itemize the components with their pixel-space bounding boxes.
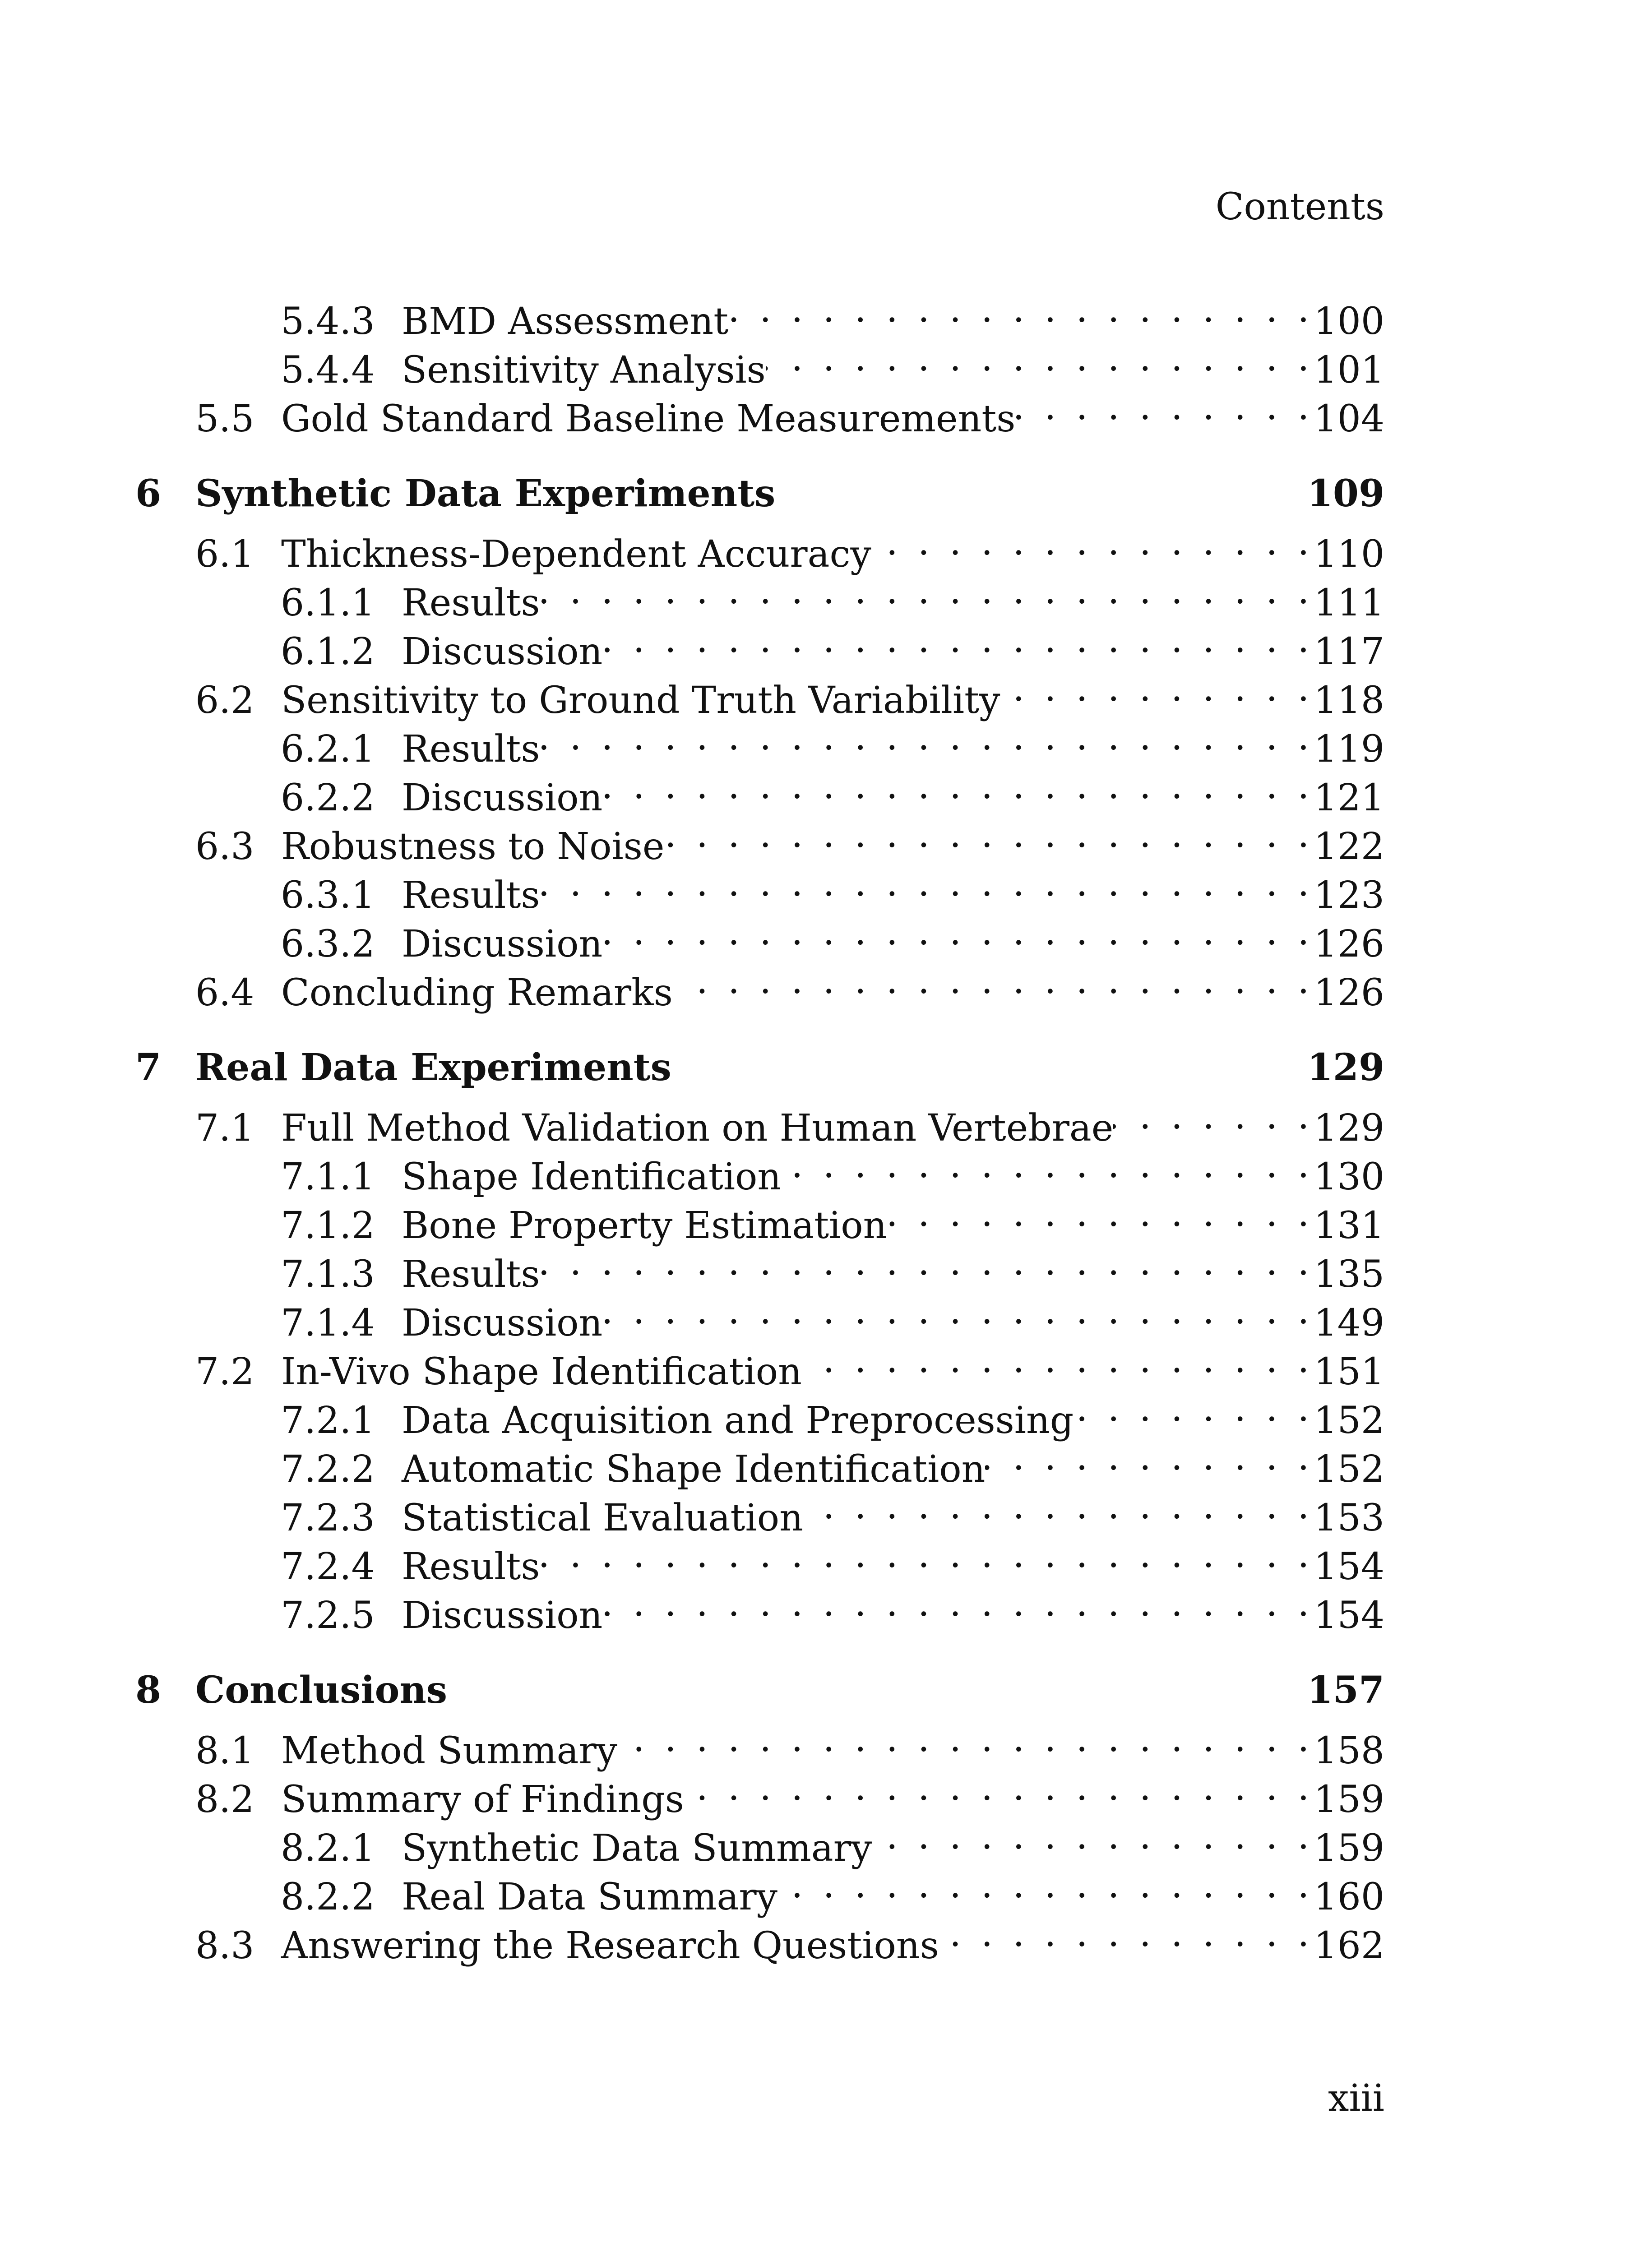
- dot-leader: [540, 1238, 1314, 1287]
- section-number: 6.4: [195, 971, 255, 1014]
- section-number: 6.3: [195, 825, 255, 868]
- section-page: 110: [1314, 533, 1384, 576]
- dot-leader: [540, 1530, 1314, 1579]
- toc-subsection[interactable]: [0, 1482, 1652, 1539]
- toc-entry-line: [195, 383, 1384, 444]
- section-page: 121: [1314, 777, 1384, 819]
- section-page: 152: [1314, 1399, 1384, 1442]
- section-number: 7.2.3: [281, 1497, 375, 1539]
- toc-subsection[interactable]: [0, 1579, 1652, 1637]
- section-title: Automatic Shape Identification: [402, 1448, 986, 1491]
- section-page: 101: [1314, 349, 1384, 392]
- section-page: 129: [1314, 1107, 1384, 1150]
- toc-section[interactable]: [0, 1763, 1652, 1821]
- toc-section[interactable]: [0, 664, 1652, 722]
- section-title: Discussion: [402, 777, 603, 819]
- toc-entry-line: [281, 1579, 1384, 1640]
- dot-leader: [939, 1909, 1314, 1958]
- chapter-title: Synthetic Data Experiments: [195, 472, 776, 515]
- toc-subsection[interactable]: [0, 615, 1652, 673]
- section-number: 5.4.4: [281, 349, 375, 392]
- section-title: Sensitivity Analysis: [402, 349, 766, 392]
- dot-leader: [684, 1763, 1314, 1812]
- section-title: Summary of Findings: [281, 1778, 684, 1821]
- section-page: 151: [1314, 1350, 1384, 1393]
- dot-leader: [728, 285, 1314, 334]
- section-page: 131: [1314, 1204, 1384, 1247]
- section-page: 158: [1314, 1729, 1384, 1772]
- section-title: Synthetic Data Summary: [402, 1827, 872, 1870]
- dot-leader: [1074, 1384, 1314, 1433]
- chapter-number: 6: [135, 472, 162, 515]
- section-page: 152: [1314, 1448, 1384, 1491]
- section-page: 111: [1314, 582, 1384, 624]
- section-number: 8.1: [195, 1729, 255, 1772]
- section-page: 100: [1314, 300, 1384, 343]
- section-page: 159: [1314, 1778, 1384, 1821]
- section-number: 5.5: [195, 398, 255, 440]
- section-number: 8.2.1: [281, 1827, 375, 1870]
- toc-subsection[interactable]: [0, 334, 1652, 392]
- section-number: 7.1.4: [281, 1302, 375, 1345]
- section-title: Discussion: [402, 923, 603, 966]
- section-title: Results: [402, 1253, 540, 1296]
- section-title: Thickness-Dependent Accuracy: [281, 533, 871, 576]
- section-number: 7.1.2: [281, 1204, 375, 1247]
- section-number: 7.2.4: [281, 1545, 375, 1588]
- section-title: Results: [402, 1545, 540, 1588]
- section-title: Data Acquisition and Preprocessing: [402, 1399, 1074, 1442]
- dot-leader: [781, 1141, 1314, 1189]
- dot-leader: [602, 615, 1314, 664]
- section-title: Robustness to Noise: [281, 825, 665, 868]
- running-head: Contents: [1215, 185, 1384, 228]
- toc-chapter[interactable]: [0, 1043, 1652, 1092]
- dot-leader: [871, 518, 1314, 567]
- section-title: Method Summary: [281, 1729, 618, 1772]
- dot-leader: [872, 1812, 1314, 1861]
- toc-section[interactable]: [0, 957, 1652, 1014]
- toc-entry-line: [195, 957, 1384, 1017]
- section-title: In-Vivo Shape Identification: [281, 1350, 802, 1393]
- section-title: Answering the Research Questions: [281, 1924, 939, 1967]
- page-number: xiii: [1328, 2077, 1384, 2120]
- toc-subsection[interactable]: [0, 1384, 1652, 1442]
- dot-leader: [985, 1433, 1314, 1482]
- section-page: 153: [1314, 1497, 1384, 1539]
- section-number: 6.2: [195, 679, 255, 722]
- section-title: Statistical Evaluation: [402, 1497, 803, 1539]
- dot-leader: [673, 957, 1314, 1005]
- toc-section[interactable]: [0, 1909, 1652, 1967]
- toc-entry-line: [195, 1909, 1384, 1970]
- section-page: 126: [1314, 971, 1384, 1014]
- section-page: 160: [1314, 1876, 1384, 1919]
- toc-section[interactable]: [0, 1336, 1652, 1393]
- toc-section[interactable]: [0, 1092, 1652, 1150]
- section-number: 6.1.1: [281, 582, 375, 624]
- chapter-title: Real Data Experiments: [195, 1046, 671, 1089]
- toc-section[interactable]: [0, 518, 1652, 576]
- dot-leader: [540, 713, 1314, 762]
- toc-subsection[interactable]: [0, 713, 1652, 771]
- section-number: 6.3.2: [281, 923, 375, 966]
- toc-subsection[interactable]: [0, 1812, 1652, 1870]
- section-title: Real Data Summary: [402, 1876, 777, 1919]
- section-title: Full Method Validation on Human Vertebrae: [281, 1107, 1114, 1150]
- section-number: 7.2.1: [281, 1399, 375, 1442]
- toc-subsection[interactable]: [0, 1861, 1652, 1919]
- dot-leader: [1015, 383, 1314, 431]
- toc-chapter[interactable]: [0, 1666, 1652, 1715]
- section-title: Results: [402, 874, 540, 917]
- toc-subsection[interactable]: [0, 1433, 1652, 1491]
- section-number: 7.1.1: [281, 1156, 375, 1198]
- toc-subsection[interactable]: [0, 1238, 1652, 1296]
- section-number: 7.1: [195, 1107, 255, 1150]
- chapter-number: 8: [135, 1669, 162, 1712]
- dot-leader: [664, 810, 1314, 859]
- section-number: 7.2.2: [281, 1448, 375, 1491]
- toc-subsection[interactable]: [0, 1530, 1652, 1588]
- section-page: 149: [1314, 1302, 1384, 1345]
- section-number: 8.3: [195, 1924, 255, 1967]
- section-page: 122: [1314, 825, 1384, 868]
- section-number: 6.2.1: [281, 728, 375, 771]
- section-page: 162: [1314, 1924, 1384, 1967]
- dot-leader: [540, 567, 1314, 615]
- section-number: 6.2.2: [281, 777, 375, 819]
- chapter-page: 129: [1307, 1046, 1384, 1089]
- chapter-title: Conclusions: [195, 1669, 448, 1712]
- section-page: 117: [1314, 630, 1384, 673]
- dot-leader: [777, 1861, 1314, 1909]
- toc-subsection[interactable]: [0, 1189, 1652, 1247]
- dot-leader: [540, 859, 1314, 908]
- toc-subsection[interactable]: [0, 285, 1652, 343]
- section-number: 7.2.5: [281, 1594, 375, 1637]
- dot-leader: [1113, 1092, 1314, 1141]
- toc-chapter[interactable]: [0, 469, 1652, 518]
- dot-leader: [802, 1336, 1314, 1384]
- section-page: 104: [1314, 398, 1384, 440]
- dot-leader: [617, 1715, 1314, 1763]
- section-title: Gold Standard Baseline Measurements: [281, 398, 1016, 440]
- section-number: 7.2: [195, 1350, 255, 1393]
- toc-subsection[interactable]: [0, 1287, 1652, 1345]
- toc-subsection[interactable]: [0, 567, 1652, 624]
- dot-leader: [602, 1287, 1314, 1336]
- section-page: 159: [1314, 1827, 1384, 1870]
- section-title: Bone Property Estimation: [402, 1204, 887, 1247]
- section-title: BMD Assessment: [402, 300, 729, 343]
- toc-section[interactable]: [0, 1715, 1652, 1772]
- dot-leader: [602, 1579, 1314, 1628]
- section-title: Sensitivity to Ground Truth Variability: [281, 679, 1000, 722]
- section-number: 6.1.2: [281, 630, 375, 673]
- chapter-page: 157: [1307, 1669, 1384, 1712]
- toc-section[interactable]: [0, 383, 1652, 440]
- section-page: 123: [1314, 874, 1384, 917]
- section-title: Discussion: [402, 1594, 603, 1637]
- dot-leader: [602, 762, 1314, 810]
- dot-leader: [1000, 664, 1314, 713]
- section-title: Concluding Remarks: [281, 971, 673, 1014]
- section-page: 154: [1314, 1594, 1384, 1637]
- toc-subsection[interactable]: [0, 1141, 1652, 1198]
- section-page: 154: [1314, 1545, 1384, 1588]
- section-number: 6.3.1: [281, 874, 375, 917]
- section-title: Shape Identification: [402, 1156, 782, 1198]
- toc-section[interactable]: [0, 810, 1652, 868]
- section-title: Discussion: [402, 630, 603, 673]
- dot-leader: [803, 1482, 1314, 1530]
- section-number: 8.2.2: [281, 1876, 375, 1919]
- section-number: 8.2: [195, 1778, 255, 1821]
- section-number: 6.1: [195, 533, 255, 576]
- chapter-page: 109: [1307, 472, 1384, 515]
- section-title: Discussion: [402, 1302, 603, 1345]
- dot-leader: [602, 908, 1314, 957]
- section-page: 118: [1314, 679, 1384, 722]
- chapter-number: 7: [135, 1046, 162, 1089]
- section-page: 119: [1314, 728, 1384, 771]
- dot-leader: [887, 1189, 1314, 1238]
- section-title: Results: [402, 728, 540, 771]
- section-title: Results: [402, 582, 540, 624]
- toc-subsection[interactable]: [0, 762, 1652, 819]
- dot-leader: [766, 334, 1314, 383]
- section-number: 7.1.3: [281, 1253, 375, 1296]
- toc-subsection[interactable]: [0, 908, 1652, 966]
- section-page: 130: [1314, 1156, 1384, 1198]
- section-number: 5.4.3: [281, 300, 375, 343]
- toc-subsection[interactable]: [0, 859, 1652, 917]
- section-page: 126: [1314, 923, 1384, 966]
- section-page: 135: [1314, 1253, 1384, 1296]
